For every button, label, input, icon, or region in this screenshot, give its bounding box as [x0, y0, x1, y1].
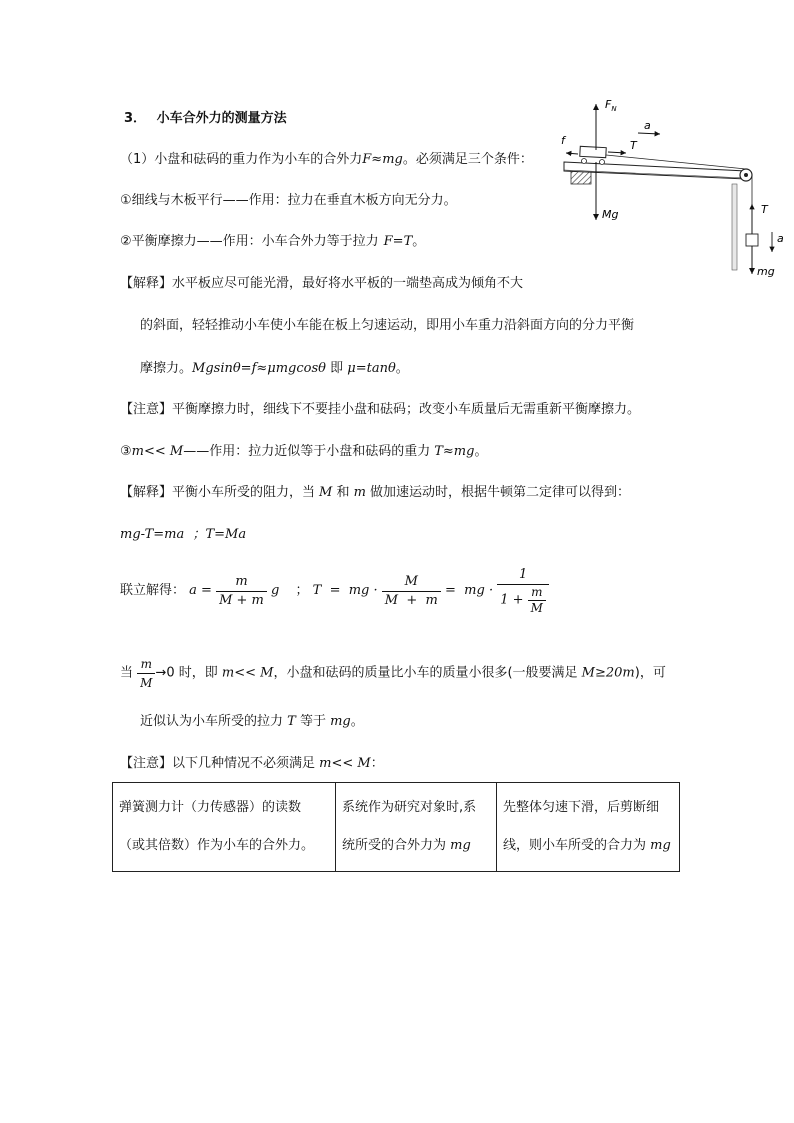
hanging-mass: [746, 234, 758, 246]
fraction-inner: $\frac{m}{M}$: [528, 585, 546, 616]
label-mg-cart: Mg: [602, 208, 619, 221]
cart-pulley-diagram: [550, 92, 790, 292]
table-cell-system: 系统作为研究对象时,系 统所受的合外力为 mg: [336, 783, 497, 872]
fraction-t1: $\frac{M}{M + m}$: [382, 573, 441, 610]
condition-2: ②平衡摩擦力——作用：小车合外力等于拉力 F=T。: [120, 234, 426, 249]
table-row: [113, 783, 680, 872]
explain-1-line-1: 【解释】水平板应尽可能光滑，最好将水平板的一端垫高成为倾角不大: [120, 276, 524, 291]
label-fn: $F_N$: [605, 98, 617, 113]
explain-1-line-3: 摩擦力。Mgsinθ=f≈μmgcosθ 即 μ=tanθ。: [140, 361, 409, 376]
when-line-2: 近似认为小车所受的拉力 T 等于 mg。: [140, 714, 364, 729]
explain-2: 【解释】平衡小车所受的阻力，当 M 和 m 做加速运动时，根据牛顿第二定律可以得到：: [120, 485, 631, 500]
section-title: 小车合外力的测量方法: [156, 111, 287, 126]
cart-wheel-icon: [582, 159, 587, 164]
solve-line: 联立解得： a = $\frac{m}{M + m}$ g ； T = mg · $\frac{M}{M + m}$ = mg · 1 1 + $\frac{m}{M}$: [120, 566, 549, 616]
friction-arrow: [566, 153, 578, 154]
cart: [580, 146, 606, 157]
table-cell-uniform-slide: 先整体匀速下滑，后剪断细 线，则小车所受的合力为 mg: [497, 783, 680, 872]
label-friction: f: [561, 134, 565, 147]
section-heading: [124, 111, 287, 127]
paragraph-1: （1）小盘和砝码的重力作为小车的合外力F≈mg。必须满足三个条件：: [120, 152, 533, 167]
equation-line: mg-T=ma ；T=Ma: [120, 527, 247, 542]
label-tension: T: [630, 139, 637, 152]
table-cell-spring-scale: 弹簧测力计（力传感器）的读数 （或其倍数）作为小车的合外力。: [113, 783, 336, 872]
formula-f-mg: F≈mg: [362, 152, 403, 167]
section-number: 3．: [124, 111, 147, 126]
label-mg-hanging: mg: [757, 265, 775, 278]
label-acceleration: a: [644, 119, 651, 132]
acceleration-arrow: [638, 133, 660, 134]
condition-3: ③m<< M——作用：拉力近似等于小盘和砝码的重力 T≈mg。: [120, 444, 488, 459]
cart-wheel-icon: [600, 160, 605, 165]
tension-arrow: [608, 152, 626, 153]
fraction-m-over-m: $\frac{m}{M}$: [137, 655, 155, 692]
exception-table: [112, 782, 680, 872]
note-1: 【注意】平衡摩擦力时，细线下不要挂小盘和砝码；改变小车质量后无需重新平衡摩擦力。: [120, 402, 641, 417]
label-acceleration-hanging: a: [777, 232, 784, 245]
when-line-1: 当 $\frac{m}{M}$ →0 时，即 m<< M，小盘和砝码的质量比小车的质量小很多(一般要满足 M≥20m)，可: [120, 657, 666, 690]
fraction-a: $\frac{m}{M + m}$: [216, 573, 267, 610]
fraction-t2: 1 1 + $\frac{m}{M}$: [497, 566, 549, 616]
table-leg: [732, 184, 737, 270]
explain-1-line-2: 的斜面，轻轻推动小车使小车能在板上匀速运动，即用小车重力沿斜面方向的分力平衡: [140, 318, 635, 333]
formula-f-t: F=T: [383, 234, 413, 249]
label-tension-hanging: T: [761, 203, 768, 216]
condition-1: ①细线与木板平行——作用：拉力在垂直木板方向无分力。: [120, 193, 457, 208]
note-2: 【注意】以下几种情况不必须满足 m<< M：: [120, 756, 384, 771]
